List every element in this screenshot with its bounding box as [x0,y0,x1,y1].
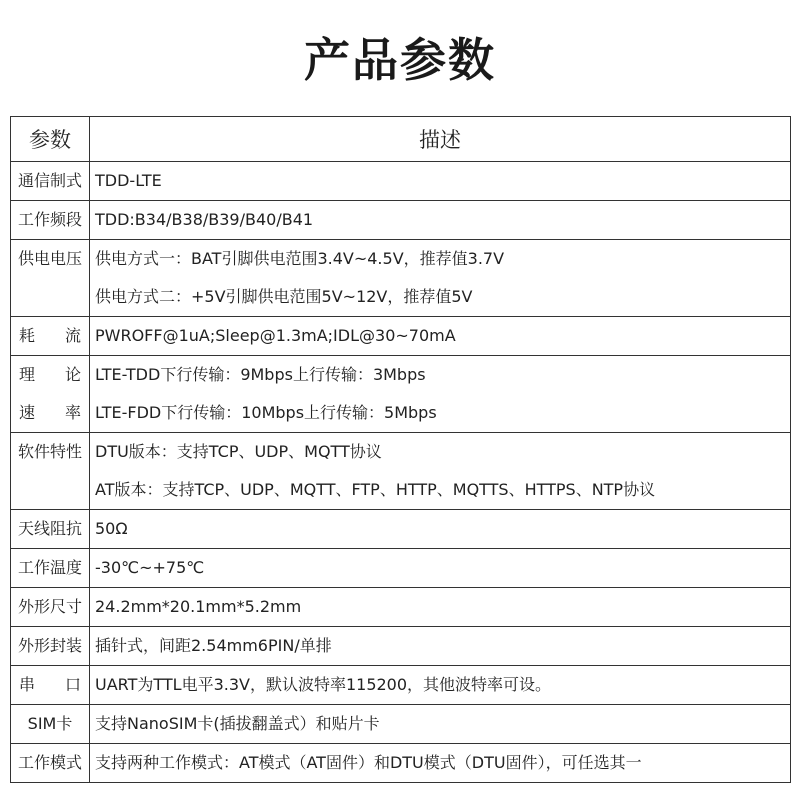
table-row [11,317,791,356]
table-row [11,240,791,317]
row-desc-current-consumption: PWROFF@1uA;Sleep@1.3mA;IDL@30~70mA [90,317,791,356]
row-desc-operating-temp: -30℃~+75℃ [90,549,791,588]
row-label-antenna-impedance: 天线阻抗 [11,510,90,549]
row-desc-working-mode: 支持两种工作模式：AT模式（AT固件）和DTU模式（DTU固件），可任选其一 [90,744,791,783]
table-row [11,356,791,433]
table-row [11,549,791,588]
row-desc-theoretical-rate [90,356,791,433]
column-header-param: 参数 [11,117,90,162]
row-desc-dimensions: 24.2mm*20.1mm*5.2mm [90,588,791,627]
table-row [11,705,791,744]
rate-line-tdd: LTE-TDD下行传输：9Mbps上行传输：3Mbps [95,365,426,384]
row-desc-sim-card: 支持NanoSIM卡(插拔翻盖式）和贴片卡 [90,705,791,744]
table-header-row [11,117,791,162]
software-line-dtu: DTU版本：支持TCP、UDP、MQTT协议 [95,442,382,461]
table-row [11,744,791,783]
row-label-software-features: 软件特性 [11,433,90,510]
supply-voltage-line-1: 供电方式一：BAT引脚供电范围3.4V~4.5V，推荐值3.7V [95,249,505,268]
rate-line-fdd: LTE-FDD下行传输：10Mbps上行传输：5Mbps [95,403,437,422]
row-desc-package: 插针式，间距2.54mm6PIN/单排 [90,627,791,666]
row-desc-comm-standard: TDD-LTE [90,162,791,201]
page-title: 产品参数 [304,33,496,87]
row-label-frequency-band: 工作频段 [11,201,90,240]
table-row [11,162,791,201]
row-label-supply-voltage: 供电电压 [11,240,90,317]
software-line-at: AT版本：支持TCP、UDP、MQTT、FTP、HTTP、MQTTS、HTTPS、NTP协议 [95,480,656,499]
row-label-working-mode: 工作模式 [11,744,90,783]
row-desc-serial-port: UART为TTL电平3.3V，默认波特率115200，其他波特率可设。 [90,666,791,705]
table-row [11,433,791,510]
column-header-desc: 描述 [90,117,791,162]
row-label-package: 外形封装 [11,627,90,666]
table-row [11,627,791,666]
supply-voltage-line-2: 供电方式二：+5V引脚供电范围5V~12V，推荐值5V [95,287,473,306]
row-desc-antenna-impedance: 50Ω [90,510,791,549]
row-desc-supply-voltage [90,240,791,317]
row-label-theoretical-rate: 理 论 速 率 [11,356,90,433]
row-label-sim-card: SIM卡 [11,705,90,744]
table-row [11,666,791,705]
table-row [11,588,791,627]
row-desc-frequency-band: TDD:B34/B38/B39/B40/B41 [90,201,791,240]
row-label-operating-temp: 工作温度 [11,549,90,588]
table-row [11,510,791,549]
row-label-comm-standard: 通信制式 [11,162,90,201]
row-desc-software-features [90,433,791,510]
spec-table [10,116,791,783]
table-row [11,201,791,240]
row-label-dimensions: 外形尺寸 [11,588,90,627]
row-label-current-consumption: 耗 流 [11,317,90,356]
row-label-serial-port: 串 口 [11,666,90,705]
